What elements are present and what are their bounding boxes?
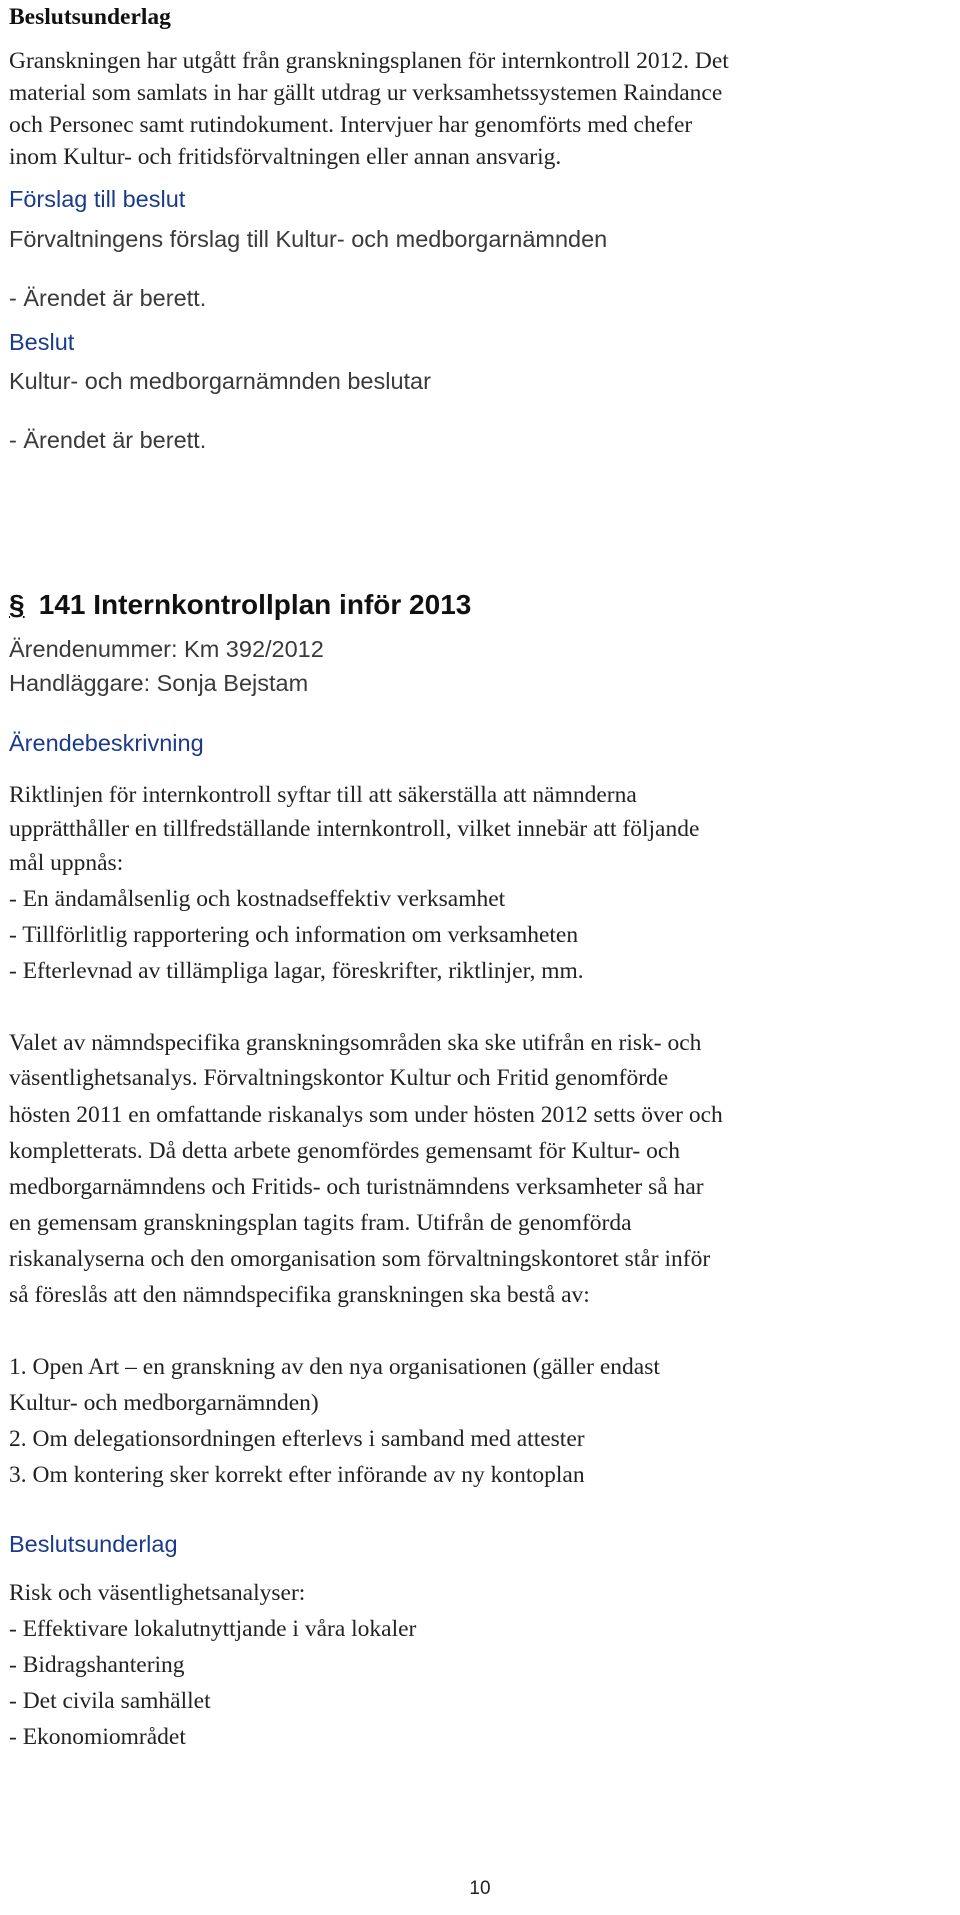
proposal-status: - Ärendet är berett. (9, 285, 207, 311)
decision-text: Kultur- och medborgarnämnden beslutar (9, 368, 431, 394)
body-line: kompletterats. Då detta arbete genomfördes gemensamt för Kultur- och (9, 1138, 681, 1164)
body-line: en gemensam granskningsplan tagits fram. Utifrån de genomförda (9, 1210, 632, 1236)
list-item: - Bidragshantering (9, 1652, 185, 1678)
list-item: 1. Open Art – en granskning av den nya organisationen (gäller endast (9, 1354, 660, 1380)
body-line: Granskningen har utgått från granskningsplanen för internkontroll 2012. Det (9, 48, 729, 74)
proposal-text: Förvaltningens förslag till Kultur- och medborgarnämnden (9, 226, 608, 252)
body-line: så föreslås att den nämndspecifika granskningen ska bestå av: (9, 1282, 590, 1308)
section-heading-arendebeskrivning: Ärendebeskrivning (9, 730, 204, 756)
body-line: Valet av nämndspecifika granskningsområden ska ske utifrån en risk- och (9, 1030, 702, 1056)
body-line: mål uppnås: (9, 850, 124, 876)
body-line: inom Kultur- och fritidsförvaltningen eller annan ansvarig. (9, 144, 562, 170)
list-item: - Efterlevnad av tillämpliga lagar, föreskrifter, riktlinjer, mm. (9, 958, 584, 984)
section-heading-forslag-till-beslut: Förslag till beslut (9, 186, 186, 212)
decision-status: - Ärendet är berett. (9, 427, 207, 453)
section-heading-beslutsunderlag: Beslutsunderlag (9, 4, 171, 30)
body-line: hösten 2011 en omfattande riskanalys som under hösten 2012 setts över och (9, 1102, 723, 1128)
body-line: Riktlinjen för internkontroll syftar till att säkerställa att nämnderna (9, 782, 637, 808)
case-number: Ärendenummer: Km 392/2012 (9, 636, 324, 662)
list-item: - Ekonomiområdet (9, 1724, 186, 1750)
list-item: - Tillförlitlig rapportering och information om verksamheten (9, 922, 579, 948)
section-heading-beslutsunderlag-2: Beslutsunderlag (9, 1531, 178, 1557)
body-line: väsentlighetsanalys. Förvaltningskontor Kultur och Fritid genomförde (9, 1065, 669, 1091)
list-item: 2. Om delegationsordningen efterlevs i samband med attester (9, 1426, 585, 1452)
list-item: - Effektivare lokalutnyttjande i våra lokaler (9, 1616, 417, 1642)
list-item: Kultur- och medborgarnämnden) (9, 1390, 319, 1416)
body-line: material som samlats in har gällt utdrag ur verksamhetssystemen Raindance (9, 80, 723, 106)
body-line: riskanalyserna och den omorganisation som förvaltningskontoret står inför (9, 1246, 711, 1272)
item-title (9, 588, 471, 622)
list-item: - Det civila samhället (9, 1688, 211, 1714)
body-line: upprätthåller en tillfredställande internkontroll, vilket innebär att följande (9, 816, 700, 842)
body-line: och Personec samt rutindokument. Intervjuer har genomförts med chefer (9, 112, 693, 138)
body-line: Risk och väsentlighetsanalyser: (9, 1580, 306, 1606)
case-handler: Handläggare: Sonja Bejstam (9, 670, 309, 696)
page-number: 10 (469, 1878, 491, 1899)
list-item: 3. Om kontering sker korrekt efter införande av ny kontoplan (9, 1462, 585, 1488)
body-line: medborgarnämndens och Fritids- och turistnämndens verksamheter så har (9, 1174, 704, 1200)
section-heading-beslut: Beslut (9, 329, 75, 355)
list-item: - En ändamålsenlig och kostnadseffektiv verksamhet (9, 886, 506, 912)
item-title-text: 141 Internkontrollplan inför 2013 (38, 589, 472, 620)
paragraph-mark: § (9, 589, 25, 620)
